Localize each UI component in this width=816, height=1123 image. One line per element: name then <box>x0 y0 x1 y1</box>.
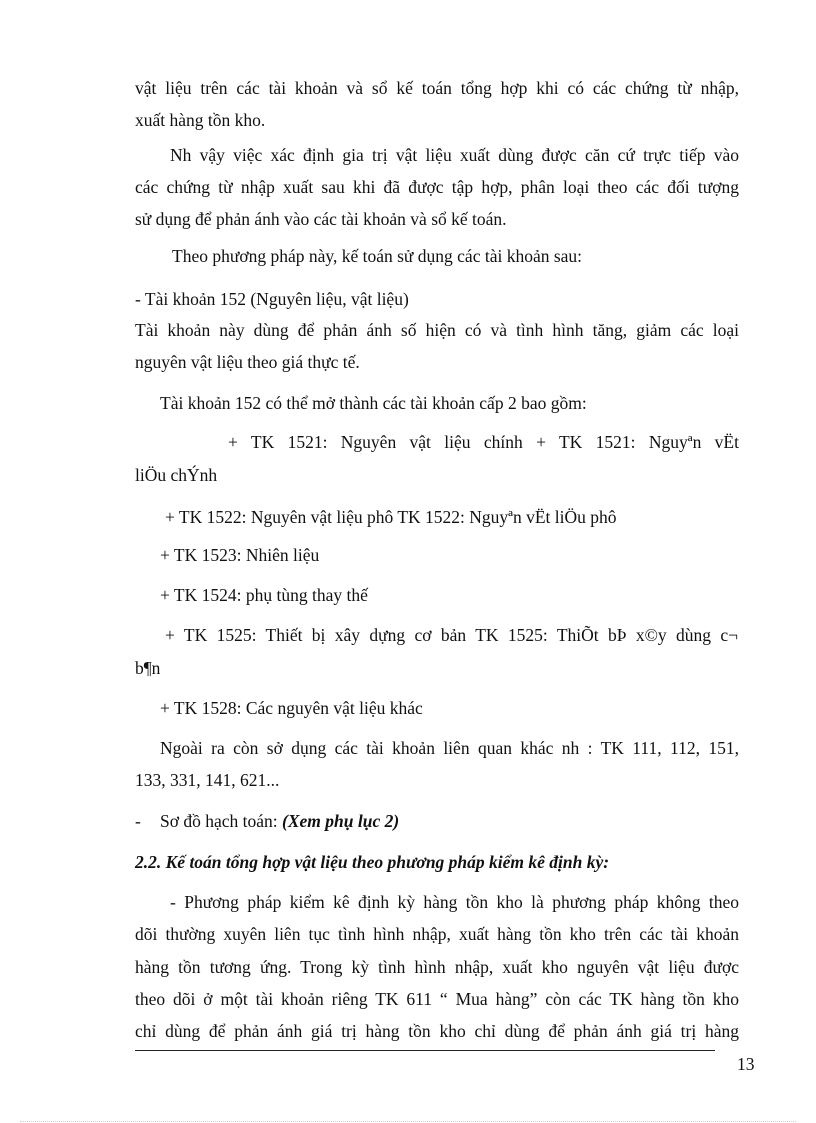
paragraph-line: Nh vậy việc xác định gia trị vật liệu xuất dùng được căn cứ trực tiếp vào <box>170 145 739 165</box>
page-number: 13 <box>737 1054 755 1074</box>
bullet-dash: - <box>135 811 141 831</box>
paragraph-line: 133, 331, 141, 621... <box>135 770 280 790</box>
appendix-link-text: (Xem phụ lục 2) <box>282 811 400 831</box>
list-item-continuation: liÖu chÝnh <box>135 465 218 485</box>
paragraph-line: - Phương pháp kiểm kê định kỳ hàng tồn kho là phương pháp không theo <box>170 892 739 912</box>
section-heading: 2.2. Kế toán tổng hợp vật liệu theo phương pháp kiểm kê định kỳ: <box>135 852 610 872</box>
paragraph-line: hàng tồn tương ứng. Trong kỳ tình hình nhập, xuất kho nguyên vật liệu được <box>135 957 739 977</box>
list-item-continuation: b¶n <box>135 658 161 678</box>
list-item: + TK 1523: Nhiên liệu <box>160 545 320 565</box>
footer-rule <box>135 1050 715 1051</box>
paragraph-line: nguyên vật liệu theo giá thực tế. <box>135 352 360 372</box>
list-item: + TK 1521: Nguyên vật liệu chính + TK 1521: Nguyªn vËt <box>228 432 739 452</box>
paragraph-line: chỉ dùng để phản ánh giá trị hàng tồn kho chỉ dùng để phản ánh giá trị hàng <box>135 1021 739 1041</box>
list-item: + TK 1522: Nguyên vật liệu phô TK 1522: Nguyªn vËt liÖu phô <box>165 507 617 527</box>
list-item: + TK 1524: phụ tùng thay thế <box>160 585 368 605</box>
paragraph-line: xuất hàng tồn kho. <box>135 110 266 130</box>
paragraph-line: vật liệu trên các tài khoản và sổ kế toán tổng hợp khi có các chứng từ nhập, <box>135 78 739 98</box>
paragraph-line: dõi thường xuyên liên tục tình hình nhập, xuất hàng tồn kho trên các tài khoản <box>135 924 739 944</box>
diagram-reference <box>160 809 399 833</box>
paragraph-line: Ngoài ra còn sở dụng các tài khoản liên quan khác nh : TK 111, 112, 151, <box>160 738 739 758</box>
list-item: - Tài khoản 152 (Nguyên liệu, vật liệu) <box>135 289 409 309</box>
paragraph-line: Theo phương pháp này, kế toán sử dụng các tài khoản sau: <box>172 246 583 266</box>
paragraph-line: theo dõi ở một tài khoản riêng TK 611 “ Mua hàng” còn các TK hàng tồn kho <box>135 989 739 1009</box>
paragraph-line: các chứng từ nhập xuất sau khi đã được tập hợp, phân loại theo các đối tượng <box>135 177 739 197</box>
list-item: + TK 1525: Thiết bị xây dựng cơ bản TK 1525: ThiÕt bÞ x©y dùng c¬ <box>165 625 738 645</box>
diagram-reference-label: Sơ đồ hạch toán: <box>160 811 283 831</box>
list-item: + TK 1528: Các nguyên vật liệu khác <box>160 698 423 718</box>
page-edge-divider <box>20 1121 796 1122</box>
paragraph-line: Tài khoản này dùng để phản ánh số hiện có và tình hình tăng, giảm các loại <box>135 320 739 340</box>
paragraph-line: Tài khoản 152 có thể mở thành các tài khoản cấp 2 bao gồm: <box>160 393 587 413</box>
paragraph-line: sử dụng để phản ánh vào các tài khoản và sổ kế toán. <box>135 209 507 229</box>
